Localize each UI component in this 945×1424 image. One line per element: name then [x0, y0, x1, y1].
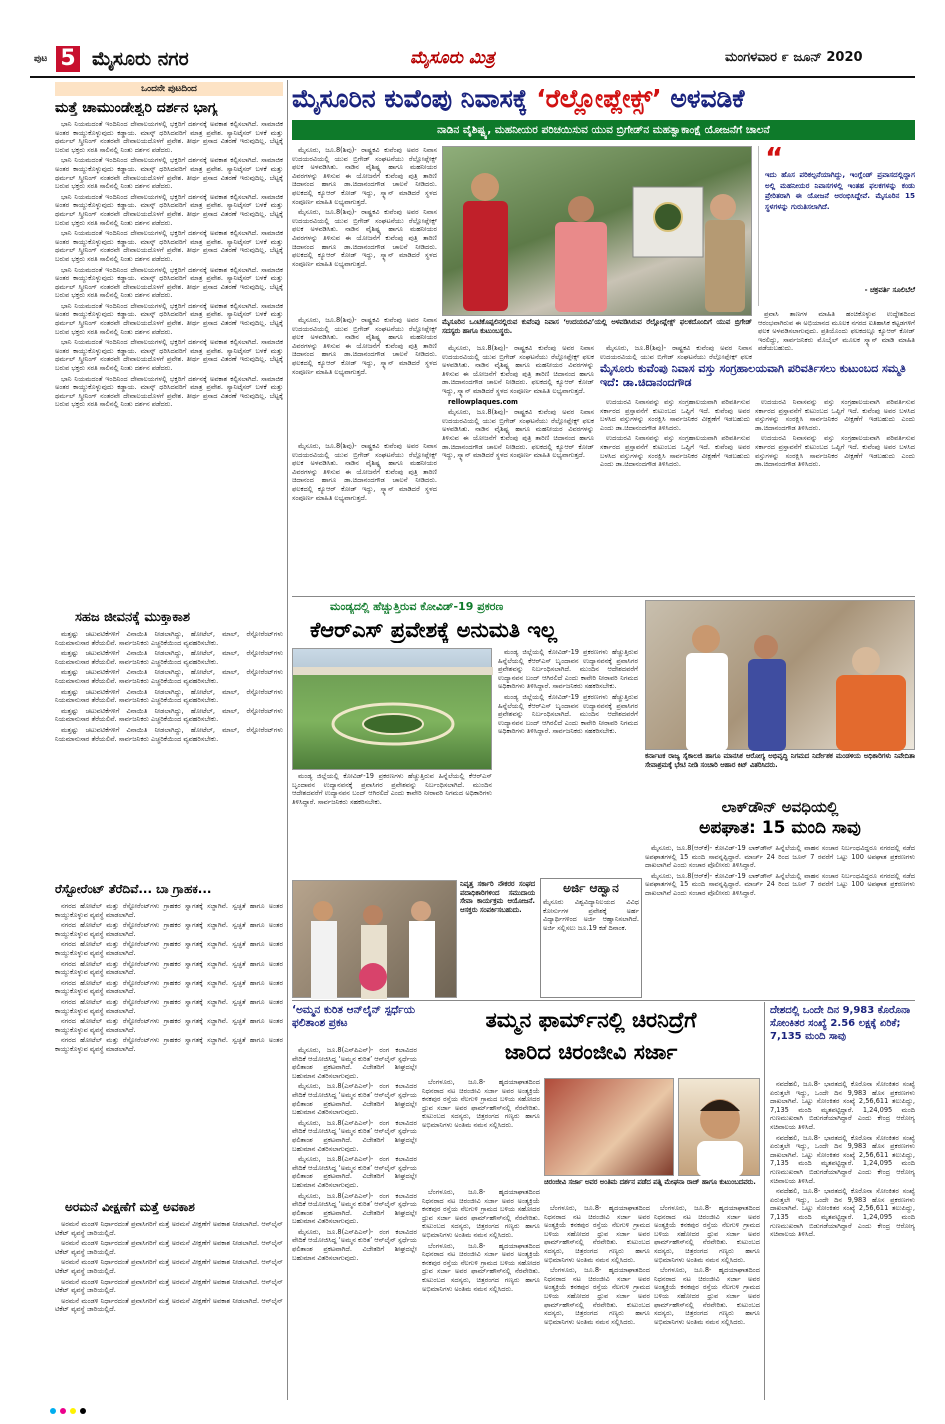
lead-body-col1b: [292, 316, 437, 440]
s1-para-3: ಭಾನಿ ನಿಯಮದಂತೆ ಇಂದಿನಿಂದ ದೇವಾಲಯಗಳಲ್ಲಿ ಭಕ್ತರಿಗೆ ದರ್ಶನಕ್ಕೆ ಅವಕಾಶ ಕಲ್ಪಿಸಲಾಗಿದೆ. ಸಾಮಾಜಿಕ ಅಂತರ ಕಾಯ್ದುಕೊಳ್ಳುವುದು ಕಡ್ಡಾಯ. ಮಾಸ್ಕ್ ಧರಿಸಿದವರಿಗೆ ಮಾತ್ರ ಪ್ರವೇಶ. ಸ್ಯಾನಿಟೈಸರ್ ಬಳಕೆ ಮತ್ತು ಥರ್ಮಲ್ ಸ್ಕ್ರೀನಿಂಗ್ ನಂತರವೇ ದೇವಾಲಯದೊಳಗೆ ಪ್ರವೇಶ. ತೀರ್ಥ ಪ್ರಸಾದ ವಿತರಣೆ ಇರುವುದಿಲ್ಲ. ಬೆಟ್ಟಕ್ಕೆ ಬರುವ ಭಕ್ತರು ಸರತಿ ಸಾಲಿನಲ್ಲಿ ನಿಂತು ದರ್ಶನ ಪಡೆದರು.: [55, 192, 283, 227]
lead-para-e: ಮೈಸೂರು, ಜೂ.8(ಶಿವು)- ರಾಷ್ಟ್ರಕವಿ ಕುವೆಂಪು ಅವರ ನಿವಾಸ ಉದಯರವಿಯಲ್ಲಿ ಯುವ ಬ್ರಿಗೇಡ್ ಸಂಘಟನೆಯು ರೆಲ್ಲೋಪ್ಲೇಕ್ಸ್ ಫಲಕ: [600, 344, 752, 360]
lead-photo-caption: ಮೈಸೂರಿನ ಒಂಟಿಕೊಪ್ಪಲಿನಲ್ಲಿರುವ ಕುವೆಂಪು ನಿವಾಸ ‘ಉದಯರವಿ’ಯಲ್ಲಿ ಅಳವಡಿಸಿರುವ ರೆಲ್ಲೋಪ್ಲೇಕ್ಸ್ ಫಲಕದೊಂದಿಗೆ ಯುವ ಬ್ರಿಗೇಡ್ ಸದಸ್ಯರು ಹಾಗೂ ಕುಟುಂಬಸ್ಥರು.: [442, 318, 752, 335]
s1-para-2: ಭಾನಿ ನಿಯಮದಂತೆ ಇಂದಿನಿಂದ ದೇವಾಲಯಗಳಲ್ಲಿ ಭಕ್ತರಿಗೆ ದರ್ಶನಕ್ಕೆ ಅವಕಾಶ ಕಲ್ಪಿಸಲಾಗಿದೆ. ಸಾಮಾಜಿಕ ಅಂತರ ಕಾಯ್ದುಕೊಳ್ಳುವುದು ಕಡ್ಡಾಯ. ಮಾಸ್ಕ್ ಧರಿಸಿದವರಿಗೆ ಮಾತ್ರ ಪ್ರವೇಶ. ಸ್ಯಾನಿಟೈಸರ್ ಬಳಕೆ ಮತ್ತು ಥರ್ಮಲ್ ಸ್ಕ್ರೀನಿಂಗ್ ನಂತರವೇ ದೇವಾಲಯದೊಳಗೆ ಪ್ರವೇಶ. ತೀರ್ಥ ಪ್ರಸಾದ ವಿತರಣೆ ಇರುವುದಿಲ್ಲ. ಬೆಟ್ಟಕ್ಕೆ ಬರುವ ಭಕ್ತರು ಸರತಿ ಸಾಲಿನಲ್ಲಿ ನಿಂತು ದರ್ಶನ ಪಡೆದರು.: [55, 156, 283, 191]
kicker-text: ಒಂದನೇ ಪುಟದಿಂದ: [141, 84, 197, 94]
registration-marks-bottom: [30, 1408, 915, 1414]
url-line[interactable]: rellowplaques.com: [448, 397, 518, 406]
krs-para-2: ಮಂಡ್ಯ ಜಿಲ್ಲೆಯಲ್ಲಿ ಕೋವಿಡ್-19 ಪ್ರಕರಣಗಳು ಹೆಚ್ಚುತ್ತಿರುವ ಹಿನ್ನೆಲೆಯಲ್ಲಿ ಕೆಆರ್‌ಎಸ್ ಬೃಂದಾವನ ಉದ್ಯಾನವನಕ್ಕೆ ಪ್ರವಾಸಿಗರ ಪ್ರವೇಶವನ್ನು ನಿರ್ಬಂಧಿಸಲಾಗಿದೆ. ಮುಂದಿನ ಆದೇಶದವರೆಗೆ ಉದ್ಯಾನವನ ಬಂದ್ ಆಗಿರಲಿದೆ ಎಂದು ಕಾವೇರಿ ನೀರಾವರಿ ನಿಗಮದ ಅಧಿಕಾರಿಗಳು ತಿಳಿಸಿದ್ದಾರೆ. ಸಾರ್ವಜನಿಕರು ಸಹಕರಿಸಬೇಕು.: [498, 692, 638, 736]
s2-para-4: ಮತ್ತಷ್ಟು ಚಟುವಟಿಕೆಗಳಿಗೆ ವಿನಾಯಿತಿ ನೀಡಲಾಗಿದ್ದು, ಹೋಟೆಲ್, ಮಾಲ್, ರೆಸ್ಟೋರೆಂಟ್‌ಗಳು ನಿಯಮಾನುಸಾರ ತೆರೆಯಲಿವೆ. ಸಾರ್ವಜನಿಕರು ಎಚ್ಚರಿಕೆಯಿಂದ ವ್ಯವಹರಿಸಬೇಕು.: [55, 687, 283, 705]
s1-para-7: ಭಾನಿ ನಿಯಮದಂತೆ ಇಂದಿನಿಂದ ದೇವಾಲಯಗಳಲ್ಲಿ ಭಕ್ತರಿಗೆ ದರ್ಶನಕ್ಕೆ ಅವಕಾಶ ಕಲ್ಪಿಸಲಾಗಿದೆ. ಸಾಮಾಜಿಕ ಅಂತರ ಕಾಯ್ದುಕೊಳ್ಳುವುದು ಕಡ್ಡಾಯ. ಮಾಸ್ಕ್ ಧರಿಸಿದವರಿಗೆ ಮಾತ್ರ ಪ್ರವೇಶ. ಸ್ಯಾನಿಟೈಸರ್ ಬಳಕೆ ಮತ್ತು ಥರ್ಮಲ್ ಸ್ಕ್ರೀನಿಂಗ್ ನಂತರವೇ ದೇವಾಲಯದೊಳಗೆ ಪ್ರವೇಶ. ತೀರ್ಥ ಪ್ರಸಾದ ವಿತರಣೆ ಇರುವುದಿಲ್ಲ. ಬೆಟ್ಟಕ್ಕೆ ಬರುವ ಭಕ್ತರು ಸರತಿ ಸಾಲಿನಲ್ಲಿ ನಿಂತು ದರ್ಶನ ಪಡೆದರು.: [55, 338, 283, 373]
award-para-4: ಮೈಸೂರು, ಜೂ.8(ಎಸ್‌ಪಿಎನ್)- ರಂಗ ಕಲಾವಿದರ ವೇದಿಕೆ ಆಯೋಜಿಸಿದ್ದ ‘ಅಮ್ಮನ ಕುರಿತ’ ಆನ್‌ಲೈನ್ ಸ್ಪರ್ಧೆಯ ಫಲಿತಾಂಶ ಪ್ರಕಟವಾಗಿದೆ. ವಿಜೇತರಿಗೆ ಶೀಘ್ರದಲ್ಲೇ ಬಹುಮಾನ ವಿತರಿಸಲಾಗುವುದು.: [292, 1155, 417, 1189]
s2-para-2: ಮತ್ತಷ್ಟು ಚಟುವಟಿಕೆಗಳಿಗೆ ವಿನಾಯಿತಿ ನೀಡಲಾಗಿದ್ದು, ಹೋಟೆಲ್, ಮಾಲ್, ರೆಸ್ಟೋರೆಂಟ್‌ಗಳು ನಿಯಮಾನುಸಾರ ತೆರೆಯಲಿವೆ. ಸಾರ್ವಜನಿಕರು ಎಚ್ಚರಿಕೆಯಿಂದ ವ್ಯವಹರಿಸಬೇಕು.: [55, 649, 283, 666]
lockdown-body: [645, 844, 915, 954]
s4-para-4: ಅರಮನೆ ಮಂಡಳಿ ನಿರ್ಧಾರದಂತೆ ಪ್ರವಾಸಿಗರಿಗೆ ಮತ್ತೆ ಅರಮನೆ ವೀಕ್ಷಣೆಗೆ ಅವಕಾಶ ನೀಡಲಾಗಿದೆ. ಆನ್‌ಲೈನ್ ಟಿಕೆಟ್ ವ್ಯವಸ್ಥೆ ಜಾರಿಯಲ್ಲಿದೆ.: [55, 1277, 283, 1295]
covid-body: [770, 1080, 915, 1400]
s1-para: ಭಾನಿ ನಿಯಮದಂತೆ ಇಂದಿನಿಂದ ದೇವಾಲಯಗಳಲ್ಲಿ ಭಕ್ತರಿಗೆ ದರ್ಶನಕ್ಕೆ ಅವಕಾಶ ಕಲ್ಪಿಸಲಾಗಿದೆ. ಸಾಮಾಜಿಕ ಅಂತರ ಕಾಯ್ದುಕೊಳ್ಳುವುದು ಕಡ್ಡಾಯ. ಮಾಸ್ಕ್ ಧರಿಸಿದವರಿಗೆ ಮಾತ್ರ ಪ್ರವೇಶ. ಸ್ಯಾನಿಟೈಸರ್ ಬಳಕೆ ಮತ್ತು ಥರ್ಮಲ್ ಸ್ಕ್ರೀನಿಂಗ್ ನಂತರವೇ ದೇವಾಲಯದೊಳಗೆ ಪ್ರವೇಶ. ತೀರ್ಥ ಪ್ರಸಾದ ವಿತರಣೆ ಇರುವುದಿಲ್ಲ. ಬೆಟ್ಟಕ್ಕೆ ಬರುವ ಭಕ್ತರು ಸರತಿ ಸಾಲಿನಲ್ಲಿ ನಿಂತು ದರ್ಶನ ಪಡೆದರು.: [55, 120, 283, 154]
sub2-para-3: ಉದಯರವಿ ನಿವಾಸವನ್ನು ವಸ್ತು ಸಂಗ್ರಹಾಲಯವಾಗಿ ಪರಿವರ್ತಿಸುವ ಸರ್ಕಾರದ ಪ್ರಸ್ತಾವನೆಗೆ ಕುಟುಂಬದ ಒಪ್ಪಿಗೆ ಇದೆ. ಕುವೆಂಪು ಅವರ ಬಳಸಿದ ವಸ್ತುಗಳನ್ನು ಸಂರಕ್ಷಿಸಿ ಸಾರ್ವಜನಿಕರ ವೀಕ್ಷಣೆಗೆ ಇಡಬಹುದು ಎಂದು ಡಾ.ಚಿದಾನಂದಗೌಡ ತಿಳಿಸಿದರು.: [755, 398, 915, 432]
quote-body: ಇದು ಹೊಸ ಪರಿಕಲ್ಪನೆಯಾಗಿದ್ದು, ಇಂಗ್ಲೆಂಡ್ ಪ್ರವಾಸದಲ್ಲಿದ್ದಾಗ ಅಲ್ಲಿ ಮಹನೀಯರ ನಿವಾಸಗಳಲ್ಲಿ ಇಂತಹ ಫಲಕಗಳನ್ನು ಕಂಡು ಪ್ರೇರಿತರಾಗಿ ಈ ಯೋಜನೆ ಆರಂಭಿಸಿದ್ದೇವೆ. ಮೈಸೂರಿನ 15 ಸ್ಥಳಗಳನ್ನು ಗುರುತಿಸಲಾಗಿದೆ.: [765, 170, 915, 211]
s1-body: [55, 120, 283, 605]
reg-dot-yellow: [70, 1408, 76, 1414]
lockdown-para-2: ಮೈಸೂರು, ಜೂ.8(ಆರ್‌ಕೆ)- ಕೋವಿಡ್-19 ಲಾಕ್‌ಡೌನ್ ಹಿನ್ನೆಲೆಯಲ್ಲಿ ವಾಹನ ಸಂಚಾರ ನಿರ್ಬಂಧವಿದ್ದರೂ ನಗರದಲ್ಲಿ ನಡೆದ ಅಪಘಾತಗಳಲ್ಲಿ 15 ಮಂದಿ ಸಾವನ್ನಪ್ಪಿದ್ದಾರೆ. ಮಾರ್ಚ್ 24 ರಿಂದ ಜೂನ್ 7 ರವರೆಗೆ ಒಟ್ಟು 100 ಅಪಘಾತ ಪ್ರಕರಣಗಳು ದಾಖಲಾಗಿವೆ ಎಂದು ಸಂಚಾರ ಪೊಲೀಸರು ತಿಳಿಸಿದ್ದಾರೆ.: [645, 871, 915, 897]
krs-para: ಮಂಡ್ಯ ಜಿಲ್ಲೆಯಲ್ಲಿ ಕೋವಿಡ್-19 ಪ್ರಕರಣಗಳು ಹೆಚ್ಚುತ್ತಿರುವ ಹಿನ್ನೆಲೆಯಲ್ಲಿ ಕೆಆರ್‌ಎಸ್ ಬೃಂದಾವನ ಉದ್ಯಾನವನಕ್ಕೆ ಪ್ರವಾಸಿಗರ ಪ್ರವೇಶವನ್ನು ನಿರ್ಬಂಧಿಸಲಾಗಿದೆ. ಮುಂದಿನ ಆದೇಶದವರೆಗೆ ಉದ್ಯಾನವನ ಬಂದ್ ಆಗಿರಲಿದೆ ಎಂದು ಕಾವೇರಿ ನೀರಾವರಿ ನಿಗಮದ ಅಧಿಕಾರಿಗಳು ತಿಳಿಸಿದ್ದಾರೆ. ಸಾರ್ವಜನಿಕರು ಸಹಕರಿಸಬೇಕು.: [498, 648, 638, 691]
krs-para-3: ಮಂಡ್ಯ ಜಿಲ್ಲೆಯಲ್ಲಿ ಕೋವಿಡ್-19 ಪ್ರಕರಣಗಳು ಹೆಚ್ಚುತ್ತಿರುವ ಹಿನ್ನೆಲೆಯಲ್ಲಿ ಕೆಆರ್‌ಎಸ್ ಬೃಂದಾವನ ಉದ್ಯಾನವನಕ್ಕೆ ಪ್ರವಾಸಿಗರ ಪ್ರವೇಶವನ್ನು ನಿರ್ಬಂಧಿಸಲಾಗಿದೆ. ಮುಂದಿನ ಆದೇಶದವರೆಗೆ ಉದ್ಯಾನವನ ಬಂದ್ ಆಗಿರಲಿದೆ ಎಂದು ಕಾವೇರಿ ನೀರಾವರಿ ನಿಗಮದ ಅಧಿಕಾರಿಗಳು ತಿಳಿಸಿದ್ದಾರೆ. ಸಾರ್ವಜನಿಕರು ಸಹಕರಿಸಬೇಕು.: [292, 772, 492, 806]
issue-date: ಮಂಗಳವಾರ ೯ ಜೂನ್ 2020: [725, 50, 863, 65]
s4-para-5: ಅರಮನೆ ಮಂಡಳಿ ನಿರ್ಧಾರದಂತೆ ಪ್ರವಾಸಿಗರಿಗೆ ಮತ್ತೆ ಅರಮನೆ ವೀಕ್ಷಣೆಗೆ ಅವಕಾಶ ನೀಡಲಾಗಿದೆ. ಆನ್‌ಲೈನ್ ಟಿಕೆಟ್ ವ್ಯವಸ್ಥೆ ಜಾರಿಯಲ್ಲಿದೆ.: [55, 1296, 283, 1314]
column-divider: [287, 80, 288, 1400]
s3-para-5: ನಗರದ ಹೋಟೆಲ್ ಮತ್ತು ರೆಸ್ಟೋರೆಂಟ್‌ಗಳು ಗ್ರಾಹಕರ ಸ್ವಾಗತಕ್ಕೆ ಸಜ್ಜಾಗಿವೆ. ಸ್ವಚ್ಛತೆ ಹಾಗೂ ಅಂತರ ಕಾಯ್ದುಕೊಳ್ಳುವ ವ್ಯವಸ್ಥೆ ಮಾಡಲಾಗಿದೆ.: [55, 978, 283, 996]
sub2-body-b: [755, 398, 915, 578]
group-illustration: [293, 881, 458, 999]
arji-box: [540, 878, 642, 998]
s3-para-3: ನಗರದ ಹೋಟೆಲ್ ಮತ್ತು ರೆಸ್ಟೋರೆಂಟ್‌ಗಳು ಗ್ರಾಹಕರ ಸ್ವಾಗತಕ್ಕೆ ಸಜ್ಜಾಗಿವೆ. ಸ್ವಚ್ಛತೆ ಹಾಗೂ ಅಂತರ ಕಾಯ್ದುಕೊಳ್ಳುವ ವ್ಯವಸ್ಥೆ ಮಾಡಲಾಗಿದೆ.: [55, 940, 283, 957]
ashram-photo: [645, 600, 915, 750]
lead-bottom-rule: [292, 596, 915, 597]
s1-para-6: ಭಾನಿ ನಿಯಮದಂತೆ ಇಂದಿನಿಂದ ದೇವಾಲಯಗಳಲ್ಲಿ ಭಕ್ತರಿಗೆ ದರ್ಶನಕ್ಕೆ ಅವಕಾಶ ಕಲ್ಪಿಸಲಾಗಿದೆ. ಸಾಮಾಜಿಕ ಅಂತರ ಕಾಯ್ದುಕೊಳ್ಳುವುದು ಕಡ್ಡಾಯ. ಮಾಸ್ಕ್ ಧರಿಸಿದವರಿಗೆ ಮಾತ್ರ ಪ್ರವೇಶ. ಸ್ಯಾನಿಟೈಸರ್ ಬಳಕೆ ಮತ್ತು ಥರ್ಮಲ್ ಸ್ಕ್ರೀನಿಂಗ್ ನಂತರವೇ ದೇವಾಲಯದೊಳಗೆ ಪ್ರವೇಶ. ತೀರ್ಥ ಪ್ರಸಾದ ವಿತರಣೆ ಇರುವುದಿಲ್ಲ. ಬೆಟ್ಟಕ್ಕೆ ಬರುವ ಭಕ್ತರು ಸರತಿ ಸಾಲಿನಲ್ಲಿ ನಿಂತು ದರ್ಶನ ಪಡೆದರು.: [55, 301, 283, 336]
covid-title: ದೇಶದಲ್ಲಿ ಒಂದೇ ದಿನ 9,983 ಕೊರೊನಾ ಸೋಂಕಿತರ ಸಂಖ್ಯೆ 2.56 ಲಕ್ಷಕ್ಕೆ ಏರಿಕೆ; 7,135 ಮಂದಿ ಸಾವು: [770, 1005, 911, 1042]
lead-body-col1c: [292, 442, 437, 592]
people-illustration: [443, 147, 753, 317]
award-para-6: ಮೈಸೂರು, ಜೂ.8(ಎಸ್‌ಪಿಎನ್)- ರಂಗ ಕಲಾವಿದರ ವೇದಿಕೆ ಆಯೋಜಿಸಿದ್ದ ‘ಅಮ್ಮನ ಕುರಿತ’ ಆನ್‌ಲೈನ್ ಸ್ಪರ್ಧೆಯ ಫಲಿತಾಂಶ ಪ್ರಕಟವಾಗಿದೆ. ವಿಜೇತರಿಗೆ ಶೀಘ್ರದಲ್ಲೇ ಬಹುಮಾನ ವಿತರಿಸಲಾಗುವುದು.: [292, 1227, 417, 1262]
s3-body: [55, 902, 283, 1194]
lockdown-para: ಮೈಸೂರು, ಜೂ.8(ಆರ್‌ಕೆ)- ಕೋವಿಡ್-19 ಲಾಕ್‌ಡೌನ್ ಹಿನ್ನೆಲೆಯಲ್ಲಿ ವಾಹನ ಸಂಚಾರ ನಿರ್ಬಂಧವಿದ್ದರೂ ನಗರದಲ್ಲಿ ನಡೆದ ಅಪಘಾತಗಳಲ್ಲಿ 15 ಮಂದಿ ಸಾವನ್ನಪ್ಪಿದ್ದಾರೆ. ಮಾರ್ಚ್ 24 ರಿಂದ ಜೂನ್ 7 ರವರೆಗೆ ಒಟ್ಟು 100 ಅಪಘಾತ ಪ್ರಕರಣಗಳು ದಾಖಲಾಗಿವೆ ಎಂದು ಸಂಚಾರ ಪೊಲೀಸರು ತಿಳಿಸಿದ್ದಾರೆ.: [645, 844, 915, 870]
s3-title: ರೆಸ್ಟೋರೆಂಟ್ ತೆರೆದಿವೆ... ಬಾ ಗ್ರಾಹಕ...: [55, 882, 212, 896]
krs-body-b: [292, 772, 492, 876]
reg-dot-magenta: [60, 1408, 66, 1414]
s3-para: ನಗರದ ಹೋಟೆಲ್ ಮತ್ತು ರೆಸ್ಟೋರೆಂಟ್‌ಗಳು ಗ್ರಾಹಕರ ಸ್ವಾಗತಕ್ಕೆ ಸಜ್ಜಾಗಿವೆ. ಸ್ವಚ್ಛತೆ ಹಾಗೂ ಅಂತರ ಕಾಯ್ದುಕೊಳ್ಳುವ ವ್ಯವಸ್ಥೆ ಮಾಡಲಾಗಿದೆ.: [55, 902, 283, 919]
chiru-family-photo: [544, 1078, 674, 1176]
award-para-5: ಮೈಸೂರು, ಜೂ.8(ಎಸ್‌ಪಿಎನ್)- ರಂಗ ಕಲಾವಿದರ ವೇದಿಕೆ ಆಯೋಜಿಸಿದ್ದ ‘ಅಮ್ಮನ ಕುರಿತ’ ಆನ್‌ಲೈನ್ ಸ್ಪರ್ಧೆಯ ಫಲಿತಾಂಶ ಪ್ರಕಟವಾಗಿದೆ. ವಿಜೇತರಿಗೆ ಶೀಘ್ರದಲ್ಲೇ ಬಹುಮಾನ ವಿತರಿಸಲಾಗುವುದು.: [292, 1191, 417, 1226]
s4-title: ಅರಮನೆ ವೀಕ್ಷಣೆಗೆ ಮತ್ತೆ ಅವಕಾಶ: [65, 1200, 195, 1214]
portrait-illustration: [679, 1079, 761, 1177]
notice-box: [460, 880, 535, 998]
chiru-portrait: [678, 1078, 760, 1176]
arji-body: ಮೈಸೂರು ವಿಶ್ವವಿದ್ಯಾನಿಲಯದ ವಿವಿಧ ಕೋರ್ಸುಗಳ ಪ್ರವೇಶಕ್ಕೆ ಅರ್ಹ ವಿದ್ಯಾರ್ಥಿಗಳಿಂದ ಅರ್ಜಿ ಆಹ್ವಾನಿಸಲಾಗಿದೆ. ಅರ್ಜಿ ಸಲ್ಲಿಸಲು ಜೂ.19 ಕಡೆ ದಿನಾಂಕ.: [543, 898, 639, 932]
chiru-para: ಬೆಂಗಳೂರು, ಜೂ.8- ಹೃದಯಾಘಾತದಿಂದ ನಿಧನರಾದ ನಟ ಚಿರಂಜೀವಿ ಸರ್ಜಾ ಅವರ ಅಂತ್ಯಕ್ರಿಯೆ ಕನಕಪುರ ರಸ್ತೆಯ ನೆಲಗುಳಿ ಗ್ರಾಮದ ಬಳಿಯ ಸಹೋದರ ಧ್ರುವ ಸರ್ಜಾ ಅವರ ಫಾರ್ಮ್‌ಹೌಸ್‌ನಲ್ಲಿ ನೆರವೇರಿತು. ಕುಟುಂಬದ ಸದಸ್ಯರು, ಚಿತ್ರರಂಗದ ಗಣ್ಯರು ಹಾಗೂ ಅಭಿಮಾನಿಗಳು ಅಂತಿಮ ನಮನ ಸಲ್ಲಿಸಿದರು.: [422, 1078, 540, 1129]
krs-kicker: ಮಂಡ್ಯದಲ್ಲಿ ಹೆಚ್ಚುತ್ತಿರುವ ಕೋವಿಡ್-19 ಪ್ರಕರಣ: [330, 600, 504, 613]
sub2-para-4: ಉದಯರವಿ ನಿವಾಸವನ್ನು ವಸ್ತು ಸಂಗ್ರಹಾಲಯವಾಗಿ ಪರಿವರ್ತಿಸುವ ಸರ್ಕಾರದ ಪ್ರಸ್ತಾವನೆಗೆ ಕುಟುಂಬದ ಒಪ್ಪಿಗೆ ಇದೆ. ಕುವೆಂಪು ಅವರ ಬಳಸಿದ ವಸ್ತುಗಳನ್ನು ಸಂರಕ್ಷಿಸಿ ಸಾರ್ವಜನಿಕರ ವೀಕ್ಷಣೆಗೆ ಇಡಬಹುದು ಎಂದು ಡಾ.ಚಿದಾನಂದಗೌಡ ತಿಳಿಸಿದರು.: [755, 434, 915, 469]
s3-para-2: ನಗರದ ಹೋಟೆಲ್ ಮತ್ತು ರೆಸ್ಟೋರೆಂಟ್‌ಗಳು ಗ್ರಾಹಕರ ಸ್ವಾಗತಕ್ಕೆ ಸಜ್ಜಾಗಿವೆ. ಸ್ವಚ್ಛತೆ ಹಾಗೂ ಅಂತರ ಕಾಯ್ದುಕೊಳ್ಳುವ ವ್ಯವಸ್ಥೆ ಮಾಡಲಾಗಿದೆ.: [55, 921, 283, 938]
s4-para: ಅರಮನೆ ಮಂಡಳಿ ನಿರ್ಧಾರದಂತೆ ಪ್ರವಾಸಿಗರಿಗೆ ಮತ್ತೆ ಅರಮನೆ ವೀಕ್ಷಣೆಗೆ ಅವಕಾಶ ನೀಡಲಾಗಿದೆ. ಆನ್‌ಲೈನ್ ಟಿಕೆಟ್ ವ್ಯವಸ್ಥೆ ಜಾರಿಯಲ್ಲಿದೆ.: [55, 1220, 283, 1237]
award-body: [292, 1046, 417, 1400]
sub2-para-2: ಉದಯರವಿ ನಿವಾಸವನ್ನು ವಸ್ತು ಸಂಗ್ರಹಾಲಯವಾಗಿ ಪರಿವರ್ತಿಸುವ ಸರ್ಕಾರದ ಪ್ರಸ್ತಾವನೆಗೆ ಕುಟುಂಬದ ಒಪ್ಪಿಗೆ ಇದೆ. ಕುವೆಂಪು ಅವರ ಬಳಸಿದ ವಸ್ತುಗಳನ್ನು ಸಂರಕ್ಷಿಸಿ ಸಾರ್ವಜನಿಕರ ವೀಕ್ಷಣೆಗೆ ಇಡಬಹುದು ಎಂದು ಡಾ.ಚಿದಾನಂದಗೌಡ ತಿಳಿಸಿದರು.: [600, 434, 750, 469]
lockdown-title: ಲಾಕ್‌ಡೌನ್ ಅವಧಿಯಲ್ಲಿ: [721, 798, 839, 816]
s2-title: ಸಹಜ ಜೀವನಕ್ಕೆ ಮುಕ್ತಾಕಾಶ: [75, 610, 190, 625]
s1-para-5: ಭಾನಿ ನಿಯಮದಂತೆ ಇಂದಿನಿಂದ ದೇವಾಲಯಗಳಲ್ಲಿ ಭಕ್ತರಿಗೆ ದರ್ಶನಕ್ಕೆ ಅವಕಾಶ ಕಲ್ಪಿಸಲಾಗಿದೆ. ಸಾಮಾಜಿಕ ಅಂತರ ಕಾಯ್ದುಕೊಳ್ಳುವುದು ಕಡ್ಡಾಯ. ಮಾಸ್ಕ್ ಧರಿಸಿದವರಿಗೆ ಮಾತ್ರ ಪ್ರವೇಶ. ಸ್ಯಾನಿಟೈಸರ್ ಬಳಕೆ ಮತ್ತು ಥರ್ಮಲ್ ಸ್ಕ್ರೀನಿಂಗ್ ನಂತರವೇ ದೇವಾಲಯದೊಳಗೆ ಪ್ರವೇಶ. ತೀರ್ಥ ಪ್ರಸಾದ ವಿತರಣೆ ಇರುವುದಿಲ್ಲ. ಬೆಟ್ಟಕ್ಕೆ ಬರುವ ಭಕ್ತರು ಸರತಿ ಸಾಲಿನಲ್ಲಿ ನಿಂತು ದರ್ಶನ ಪಡೆದರು.: [55, 265, 283, 300]
subhead-text: ನಾಡಿನ ವೈಶಿಷ್ಟ್ಯ, ಮಹನೀಯರ ಪರಿಚಯಿಸುವ ಯುವ ಬ್ರಿಗೇಡ್‌ನ ಮಹತ್ವಾಕಾಂಕ್ಷೆ ಯೋಜನೆಗೆ ಚಾಲನೆ: [437, 124, 770, 136]
garden-illustration: [293, 649, 493, 771]
masthead: ಮೈಸೂರು ಮಿತ್ರ: [410, 48, 495, 68]
lead-body-col3: [600, 344, 752, 360]
lead-para: ಮೈಸೂರು, ಜೂ.8(ಶಿವು)- ರಾಷ್ಟ್ರಕವಿ ಕುವೆಂಪು ಅವರ ನಿವಾಸ ಉದಯರವಿಯಲ್ಲಿ ಯುವ ಬ್ರಿಗೇಡ್ ಸಂಘಟನೆಯು ರೆಲ್ಲೋಪ್ಲೇಕ್ಸ್ ಫಲಕ ಅಳವಡಿಸಿತು. ನಾಡಿನ ವೈಶಿಷ್ಟ್ಯ ಹಾಗೂ ಮಹನೀಯರ ವಿವರಗಳನ್ನು ತಿಳಿಸುವ ಈ ಯೋಜನೆಗೆ ಕುವೆಂಪು ಪುತ್ರಿ ತಾರಿಣಿ ಚಿದಾನಂದ ಹಾಗೂ ಡಾ.ಚಿದಾನಂದಗೌಡ ಚಾಲನೆ ನೀಡಿದರು. ಫಲಕದಲ್ಲಿ ಕ್ಯೂಆರ್ ಕೋಡ್ ಇದ್ದು, ಸ್ಕ್ಯಾನ್ ಮಾಡಿದರೆ ಸ್ಥಳದ ಸಂಪೂರ್ಣ ಮಾಹಿತಿ ಲಭ್ಯವಾಗುತ್ತದೆ.: [292, 146, 437, 206]
chiru-body-b: [422, 1188, 540, 1400]
s4-para-2: ಅರಮನೆ ಮಂಡಳಿ ನಿರ್ಧಾರದಂತೆ ಪ್ರವಾಸಿಗರಿಗೆ ಮತ್ತೆ ಅರಮನೆ ವೀಕ್ಷಣೆಗೆ ಅವಕಾಶ ನೀಡಲಾಗಿದೆ. ಆನ್‌ಲೈನ್ ಟಿಕೆಟ್ ವ್ಯವಸ್ಥೆ ಜಾರಿಯಲ್ಲಿದೆ.: [55, 1239, 283, 1256]
covid-para-3: ನವದೆಹಲಿ, ಜೂ.8- ಭಾರತದಲ್ಲಿ ಕೊರೊನಾ ಸೋಂಕಿತರ ಸಂಖ್ಯೆ ಏರುತ್ತಲೇ ಇದ್ದು, ಒಂದೇ ದಿನ 9,983 ಹೊಸ ಪ್ರಕರಣಗಳು ದಾಖಲಾಗಿವೆ. ಒಟ್ಟು ಸೋಂಕಿತರ ಸಂಖ್ಯೆ 2,56,611 ತಲುಪಿದ್ದು, 7,135 ಮಂದಿ ಮೃತಪಟ್ಟಿದ್ದಾರೆ. 1,24,095 ಮಂದಿ ಗುಣಮುಖರಾಗಿ ಬಿಡುಗಡೆಯಾಗಿದ್ದಾರೆ ಎಂದು ಕೇಂದ್ರ ಆರೋಗ್ಯ ಸಚಿವಾಲಯ ತಿಳಿಸಿದೆ.: [770, 1187, 915, 1239]
lead-photo: [442, 146, 752, 316]
sub2-para: ಉದಯರವಿ ನಿವಾಸವನ್ನು ವಸ್ತು ಸಂಗ್ರಹಾಲಯವಾಗಿ ಪರಿವರ್ತಿಸುವ ಸರ್ಕಾರದ ಪ್ರಸ್ತಾವನೆಗೆ ಕುಟುಂಬದ ಒಪ್ಪಿಗೆ ಇದೆ. ಕುವೆಂಪು ಅವರ ಬಳಸಿದ ವಸ್ತುಗಳನ್ನು ಸಂರಕ್ಷಿಸಿ ಸಾರ್ವಜನಿಕರ ವೀಕ್ಷಣೆಗೆ ಇಡಬಹುದು ಎಂದು ಡಾ.ಚಿದಾನಂದಗೌಡ ತಿಳಿಸಿದರು.: [600, 398, 750, 432]
s3-para-7: ನಗರದ ಹೋಟೆಲ್ ಮತ್ತು ರೆಸ್ಟೋರೆಂಟ್‌ಗಳು ಗ್ರಾಹಕರ ಸ್ವಾಗತಕ್ಕೆ ಸಜ್ಜಾಗಿವೆ. ಸ್ವಚ್ಛತೆ ಹಾಗೂ ಅಂತರ ಕಾಯ್ದುಕೊಳ್ಳುವ ವ್ಯವಸ್ಥೆ ಮಾಡಲಾಗಿದೆ.: [55, 1017, 283, 1034]
krs-photo: [292, 648, 492, 770]
award-para-3: ಮೈಸೂರು, ಜೂ.8(ಎಸ್‌ಪಿಎನ್)- ರಂಗ ಕಲಾವಿದರ ವೇದಿಕೆ ಆಯೋಜಿಸಿದ್ದ ‘ಅಮ್ಮನ ಕುರಿತ’ ಆನ್‌ಲೈನ್ ಸ್ಪರ್ಧೆಯ ಫಲಿತಾಂಶ ಪ್ರಕಟವಾಗಿದೆ. ವಿಜೇತರಿಗೆ ಶೀಘ್ರದಲ್ಲೇ ಬಹುಮಾನ ವಿತರಿಸಲಾಗುವುದು.: [292, 1118, 417, 1153]
page-label: ಪುಟ: [34, 54, 48, 64]
covid-para-2: ನವದೆಹಲಿ, ಜೂ.8- ಭಾರತದಲ್ಲಿ ಕೊರೊನಾ ಸೋಂಕಿತರ ಸಂಖ್ಯೆ ಏರುತ್ತಲೇ ಇದ್ದು, ಒಂದೇ ದಿನ 9,983 ಹೊಸ ಪ್ರಕರಣಗಳು ದಾಖಲಾಗಿವೆ. ಒಟ್ಟು ಸೋಂಕಿತರ ಸಂಖ್ಯೆ 2,56,611 ತಲುಪಿದ್ದು, 7,135 ಮಂದಿ ಮೃತಪಟ್ಟಿದ್ದಾರೆ. 1,24,095 ಮಂದಿ ಗುಣಮುಖರಾಗಿ ಬಿಡುಗಡೆಯಾಗಿದ್ದಾರೆ ಎಂದು ಕೇಂದ್ರ ಆರೋಗ್ಯ ಸಚಿವಾಲಯ ತಿಳಿಸಿದೆ.: [770, 1133, 915, 1185]
kicker-banner: [55, 82, 283, 96]
lead-para-d: ಮೈಸೂರು, ಜೂ.8(ಶಿವು)- ರಾಷ್ಟ್ರಕವಿ ಕುವೆಂಪು ಅವರ ನಿವಾಸ ಉದಯರವಿಯಲ್ಲಿ ಯುವ ಬ್ರಿಗೇಡ್ ಸಂಘಟನೆಯು ರೆಲ್ಲೋಪ್ಲೇಕ್ಸ್ ಫಲಕ ಅಳವಡಿಸಿತು. ನಾಡಿನ ವೈಶಿಷ್ಟ್ಯ ಹಾಗೂ ಮಹನೀಯರ ವಿವರಗಳನ್ನು ತಿಳಿಸುವ ಈ ಯೋಜನೆಗೆ ಕುವೆಂಪು ಪುತ್ರಿ ತಾರಿಣಿ ಚಿದಾನಂದ ಹಾಗೂ ಡಾ.ಚಿದಾನಂದಗೌಡ ಚಾಲನೆ ನೀಡಿದರು. ಫಲಕದಲ್ಲಿ ಕ್ಯೂಆರ್ ಕೋಡ್ ಇದ್ದು, ಸ್ಕ್ಯಾನ್ ಮಾಡಿದರೆ ಸ್ಥಳದ ಸಂಪೂರ್ಣ ಮಾಹಿತಿ ಲಭ್ಯವಾಗುತ್ತದೆ.: [442, 408, 594, 460]
visitors-illustration: [646, 601, 916, 751]
sub2-title: ಮೈಸೂರು ಕುವೆಂಪು ನಿವಾಸ ವಸ್ತು ಸಂಗ್ರಹಾಲಯವಾಗಿ ಪರಿವರ್ತಿಸಲು ಕುಟುಂಬದ ಸಮ್ಮತಿ ಇದೆ: ಡಾ.ಚಿದಾನಂದಗೌಡ: [600, 362, 906, 389]
lead-body-col2: [442, 344, 594, 520]
s2-para-5: ಮತ್ತಷ್ಟು ಚಟುವಟಿಕೆಗಳಿಗೆ ವಿನಾಯಿತಿ ನೀಡಲಾಗಿದ್ದು, ಹೋಟೆಲ್, ಮಾಲ್, ರೆಸ್ಟೋರೆಂಟ್‌ಗಳು ನಿಯಮಾನುಸಾರ ತೆರೆಯಲಿವೆ. ಸಾರ್ವಜನಿಕರು ಎಚ್ಚರಿಕೆಯಿಂದ ವ್ಯವಹರಿಸಬೇಕು.: [55, 706, 283, 724]
chiru-para-3: ಬೆಂಗಳೂರು, ಜೂ.8- ಹೃದಯಾಘಾತದಿಂದ ನಿಧನರಾದ ನಟ ಚಿರಂಜೀವಿ ಸರ್ಜಾ ಅವರ ಅಂತ್ಯಕ್ರಿಯೆ ಕನಕಪುರ ರಸ್ತೆಯ ನೆಲಗುಳಿ ಗ್ರಾಮದ ಬಳಿಯ ಸಹೋದರ ಧ್ರುವ ಸರ್ಜಾ ಅವರ ಫಾರ್ಮ್‌ಹೌಸ್‌ನಲ್ಲಿ ನೆರವೇರಿತು. ಕುಟುಂಬದ ಸದಸ್ಯರು, ಚಿತ್ರರಂಗದ ಗಣ್ಯರು ಹಾಗೂ ಅಭಿಮಾನಿಗಳು ಅಂತಿಮ ನಮನ ಸಲ್ಲಿಸಿದರು.: [422, 1241, 540, 1293]
page-number: 5: [60, 46, 76, 71]
chiru-headline: [422, 1004, 760, 1074]
notice-text: ನಿವೃತ್ತ ಸರ್ಕಾರಿ ನೌಕರರ ಸಂಘದ ಪದಾಧಿಕಾರಿಗಳಿಂದ ಸಮುದಾಯ ಸೇವಾ ಕಾರ್ಯಕ್ರಮ ಆಯೋಜನೆ. ಆಸಕ್ತರು ಸಂಪರ್ಕಿಸಬಹುದು.: [460, 880, 535, 914]
felicitation-photo: [292, 880, 457, 998]
award-para-2: ಮೈಸೂರು, ಜೂ.8(ಎಸ್‌ಪಿಎನ್)- ರಂಗ ಕಲಾವಿದರ ವೇದಿಕೆ ಆಯೋಜಿಸಿದ್ದ ‘ಅಮ್ಮನ ಕುರಿತ’ ಆನ್‌ಲೈನ್ ಸ್ಪರ್ಧೆಯ ಫಲಿತಾಂಶ ಪ್ರಕಟವಾಗಿದೆ. ವಿಜೇತರಿಗೆ ಶೀಘ್ರದಲ್ಲೇ ಬಹುಮಾನ ವಿತರಿಸಲಾಗುವುದು.: [292, 1082, 417, 1117]
chiru-para-4: ಬೆಂಗಳೂರು, ಜೂ.8- ಹೃದಯಾಘಾತದಿಂದ ನಿಧನರಾದ ನಟ ಚಿರಂಜೀವಿ ಸರ್ಜಾ ಅವರ ಅಂತ್ಯಕ್ರಿಯೆ ಕನಕಪುರ ರಸ್ತೆಯ ನೆಲಗುಳಿ ಗ್ರಾಮದ ಬಳಿಯ ಸಹೋದರ ಧ್ರುವ ಸರ್ಜಾ ಅವರ ಫಾರ್ಮ್‌ಹೌಸ್‌ನಲ್ಲಿ ನೆರವೇರಿತು. ಕುಟುಂಬದ ಸದಸ್ಯರು, ಚಿತ್ರರಂಗದ ಗಣ್ಯರು ಹಾಗೂ ಅಭಿಮಾನಿಗಳು ಅಂತಿಮ ನಮನ ಸಲ್ಲಿಸಿದರು.: [544, 1204, 650, 1264]
bottom-section-rule: [292, 1000, 915, 1001]
page-number-box: [56, 46, 80, 72]
lead-body-col1: [292, 146, 437, 314]
covid-para: ನವದೆಹಲಿ, ಜೂ.8- ಭಾರತದಲ್ಲಿ ಕೊರೊನಾ ಸೋಂಕಿತರ ಸಂಖ್ಯೆ ಏರುತ್ತಲೇ ಇದ್ದು, ಒಂದೇ ದಿನ 9,983 ಹೊಸ ಪ್ರಕರಣಗಳು ದಾಖಲಾಗಿವೆ. ಒಟ್ಟು ಸೋಂಕಿತರ ಸಂಖ್ಯೆ 2,56,611 ತಲುಪಿದ್ದು, 7,135 ಮಂದಿ ಮೃತಪಟ್ಟಿದ್ದಾರೆ. 1,24,095 ಮಂದಿ ಗುಣಮುಖರಾಗಿ ಬಿಡುಗಡೆಯಾಗಿದ್ದಾರೆ ಎಂದು ಕೇಂದ್ರ ಆರೋಗ್ಯ ಸಚಿವಾಲಯ ತಿಳಿಸಿದೆ.: [770, 1080, 915, 1131]
covid-divider: [764, 1002, 765, 1400]
s3-para-8: ನಗರದ ಹೋಟೆಲ್ ಮತ್ತು ರೆಸ್ಟೋರೆಂಟ್‌ಗಳು ಗ್ರಾಹಕರ ಸ್ವಾಗತಕ್ಕೆ ಸಜ್ಜಾಗಿವೆ. ಸ್ವಚ್ಛತೆ ಹಾಗೂ ಅಂತರ ಕಾಯ್ದುಕೊಳ್ಳುವ ವ್ಯವಸ್ಥೆ ಮಾಡಲಾಗಿದೆ.: [55, 1036, 283, 1053]
lead-para-b: ಮೈಸೂರು, ಜೂ.8(ಶಿವು)- ರಾಷ್ಟ್ರಕವಿ ಕುವೆಂಪು ಅವರ ನಿವಾಸ ಉದಯರವಿಯಲ್ಲಿ ಯುವ ಬ್ರಿಗೇಡ್ ಸಂಘಟನೆಯು ರೆಲ್ಲೋಪ್ಲೇಕ್ಸ್ ಫಲಕ ಅಳವಡಿಸಿತು. ನಾಡಿನ ವೈಶಿಷ್ಟ್ಯ ಹಾಗೂ ಮಹನೀಯರ ವಿವರಗಳನ್ನು ತಿಳಿಸುವ ಈ ಯೋಜನೆಗೆ ಕುವೆಂಪು ಪುತ್ರಿ ತಾರಿಣಿ ಚಿದಾನಂದ ಹಾಗೂ ಡಾ.ಚಿದಾನಂದಗೌಡ ಚಾಲನೆ ನೀಡಿದರು. ಫಲಕದಲ್ಲಿ ಕ್ಯೂಆರ್ ಕೋಡ್ ಇದ್ದು, ಸ್ಕ್ಯಾನ್ ಮಾಡಿದರೆ ಸ್ಥಳದ ಸಂಪೂರ್ಣ ಮಾಹಿತಿ ಲಭ್ಯವಾಗುತ್ತದೆ.: [292, 316, 437, 376]
lead-right-column: [758, 310, 915, 396]
s4-body: [55, 1220, 283, 1398]
s2-para-6: ಮತ್ತಷ್ಟು ಚಟುವಟಿಕೆಗಳಿಗೆ ವಿನಾಯಿತಿ ನೀಡಲಾಗಿದ್ದು, ಹೋಟೆಲ್, ಮಾಲ್, ರೆಸ್ಟೋರೆಂಟ್‌ಗಳು ನಿಯಮಾನುಸಾರ ತೆರೆಯಲಿವೆ. ಸಾರ್ವಜನಿಕರು ಎಚ್ಚರಿಕೆಯಿಂದ ವ್ಯವಹರಿಸಬೇಕು.: [55, 725, 283, 743]
chiru-headline-2: ಜಾರಿದ ಚಿರಂಜೀವಿ ಸರ್ಜಾ: [504, 1040, 678, 1064]
s1-title: ಮತ್ತೆ ಚಾಮುಂಡೇಶ್ವರಿ ದರ್ಶನ ಭಾಗ್ಯ: [55, 100, 218, 116]
s2-para: ಮತ್ತಷ್ಟು ಚಟುವಟಿಕೆಗಳಿಗೆ ವಿನಾಯಿತಿ ನೀಡಲಾಗಿದ್ದು, ಹೋಟೆಲ್, ಮಾಲ್, ರೆಸ್ಟೋರೆಂಟ್‌ಗಳು ನಿಯಮಾನುಸಾರ ತೆರೆಯಲಿವೆ. ಸಾರ್ವಜನಿಕರು ಎಚ್ಚರಿಕೆಯಿಂದ ವ್ಯವಹರಿಸಬೇಕು.: [55, 630, 283, 647]
s4-para-3: ಅರಮನೆ ಮಂಡಳಿ ನಿರ್ಧಾರದಂತೆ ಪ್ರವಾಸಿಗರಿಗೆ ಮತ್ತೆ ಅರಮನೆ ವೀಕ್ಷಣೆಗೆ ಅವಕಾಶ ನೀಡಲಾಗಿದೆ. ಆನ್‌ಲೈನ್ ಟಿಕೆಟ್ ವ್ಯವಸ್ಥೆ ಜಾರಿಯಲ್ಲಿದೆ.: [55, 1258, 283, 1275]
chiru-body-c: [544, 1204, 650, 1400]
s3-para-4: ನಗರದ ಹೋಟೆಲ್ ಮತ್ತು ರೆಸ್ಟೋರೆಂಟ್‌ಗಳು ಗ್ರಾಹಕರ ಸ್ವಾಗತಕ್ಕೆ ಸಜ್ಜಾಗಿವೆ. ಸ್ವಚ್ಛತೆ ಹಾಗೂ ಅಂತರ ಕಾಯ್ದುಕೊಳ್ಳುವ ವ್ಯವಸ್ಥೆ ಮಾಡಲಾಗಿದೆ.: [55, 959, 283, 977]
chiru-para-7: ಬೆಂಗಳೂರು, ಜೂ.8- ಹೃದಯಾಘಾತದಿಂದ ನಿಧನರಾದ ನಟ ಚಿರಂಜೀವಿ ಸರ್ಜಾ ಅವರ ಅಂತ್ಯಕ್ರಿಯೆ ಕನಕಪುರ ರಸ್ತೆಯ ನೆಲಗುಳಿ ಗ್ರಾಮದ ಬಳಿಯ ಸಹೋದರ ಧ್ರುವ ಸರ್ಜಾ ಅವರ ಫಾರ್ಮ್‌ಹೌಸ್‌ನಲ್ಲಿ ನೆರವೇರಿತು. ಕುಟುಂಬದ ಸದಸ್ಯರು, ಚಿತ್ರರಂಗದ ಗಣ್ಯರು ಹಾಗೂ ಅಭಿಮಾನಿಗಳು ಅಂತಿಮ ನಮನ ಸಲ್ಲಿಸಿದರು.: [654, 1266, 760, 1326]
ashram-caption: ಕರ್ನಾಟಕ ರಾಜ್ಯ ಸೈಕಾಲಜಿ ಹಾಗೂ ಮಾನಸಿಕ ಆರೋಗ್ಯ ಅಭಿವೃದ್ಧಿ ನಿಗಮದ ನಿರ್ದೇಶಕ ಮಂಡಳಿಯ ಅಧಿಕಾರಿಗಳು ನಿವೇದಿತಾ ಸೇವಾಶ್ರಮಕ್ಕೆ ಭೇಟಿ ನೀಡಿ ಸಂಚಾರಿ ಆಹಾರ ಕಿಟ್ ವಿತರಿಸಿದರು.: [645, 752, 915, 769]
section-title: ಮೈಸೂರು ನಗರ: [92, 48, 189, 70]
chiru-body-a: [422, 1078, 540, 1186]
lockdown-box: [645, 798, 915, 958]
lead-para-c: ಮೈಸೂರು, ಜೂ.8(ಶಿವು)- ರಾಷ್ಟ್ರಕವಿ ಕುವೆಂಪು ಅವರ ನಿವಾಸ ಉದಯರವಿಯಲ್ಲಿ ಯುವ ಬ್ರಿಗೇಡ್ ಸಂಘಟನೆಯು ರೆಲ್ಲೋಪ್ಲೇಕ್ಸ್ ಫಲಕ ಅಳವಡಿಸಿತು. ನಾಡಿನ ವೈಶಿಷ್ಟ್ಯ ಹಾಗೂ ಮಹನೀಯರ ವಿವರಗಳನ್ನು ತಿಳಿಸುವ ಈ ಯೋಜನೆಗೆ ಕುವೆಂಪು ಪುತ್ರಿ ತಾರಿಣಿ ಚಿದಾನಂದ ಹಾಗೂ ಡಾ.ಚಿದಾನಂದಗೌಡ ಚಾಲನೆ ನೀಡಿದರು. ಫಲಕದಲ್ಲಿ ಕ್ಯೂಆರ್ ಕೋಡ್ ಇದ್ದು, ಸ್ಕ್ಯಾನ್ ಮಾಡಿದರೆ ಸ್ಥಳದ ಸಂಪೂರ್ಣ ಮಾಹಿತಿ ಲಭ್ಯವಾಗುತ್ತದೆ.: [442, 344, 594, 395]
left-column: [55, 80, 283, 1400]
s2-body: [55, 630, 283, 878]
chiru-para-6: ಬೆಂಗಳೂರು, ಜೂ.8- ಹೃದಯಾಘಾತದಿಂದ ನಿಧನರಾದ ನಟ ಚಿರಂಜೀವಿ ಸರ್ಜಾ ಅವರ ಅಂತ್ಯಕ್ರಿಯೆ ಕನಕಪುರ ರಸ್ತೆಯ ನೆಲಗುಳಿ ಗ್ರಾಮದ ಬಳಿಯ ಸಹೋದರ ಧ್ರುವ ಸರ್ಜಾ ಅವರ ಫಾರ್ಮ್‌ಹೌಸ್‌ನಲ್ಲಿ ನೆರವೇರಿತು. ಕುಟುಂಬದ ಸದಸ್ಯರು, ಚಿತ್ರರಂಗದ ಗಣ್ಯರು ಹಾಗೂ ಅಭಿಮಾನಿಗಳು ಅಂತಿಮ ನಮನ ಸಲ್ಲಿಸಿದರು.: [654, 1204, 760, 1264]
chiru-body-d: [654, 1204, 760, 1400]
arji-title: ಅರ್ಜಿ ಆಹ್ವಾನ: [563, 881, 619, 895]
reg-dot-cyan: [50, 1408, 56, 1414]
chiru-para-2: ಬೆಂಗಳೂರು, ಜೂ.8- ಹೃದಯಾಘಾತದಿಂದ ನಿಧನರಾದ ನಟ ಚಿರಂಜೀವಿ ಸರ್ಜಾ ಅವರ ಅಂತ್ಯಕ್ರಿಯೆ ಕನಕಪುರ ರಸ್ತೆಯ ನೆಲಗುಳಿ ಗ್ರಾಮದ ಬಳಿಯ ಸಹೋದರ ಧ್ರುವ ಸರ್ಜಾ ಅವರ ಫಾರ್ಮ್‌ಹೌಸ್‌ನಲ್ಲಿ ನೆರವೇರಿತು. ಕುಟುಂಬದ ಸದಸ್ಯರು, ಚಿತ್ರರಂಗದ ಗಣ್ಯರು ಹಾಗೂ ಅಭಿಮಾನಿಗಳು ಅಂತಿಮ ನಮನ ಸಲ್ಲಿಸಿದರು.: [422, 1188, 540, 1239]
lead-subhead: [292, 120, 915, 140]
quote-mark-icon: “: [765, 141, 784, 174]
headline-quote: ‘ರೆಲ್ಲೋಪ್ಲೇಕ್ಸ್’: [536, 84, 662, 113]
lockdown-subtitle: ಅಪಘಾತ: 15 ಮಂದಿ ಸಾವು: [699, 818, 861, 838]
krs-headline: ಕೆಆರ್‌ಎಸ್ ಪ್ರವೇಶಕ್ಕೆ ಅನುಮತಿ ಇಲ್ಲ: [310, 618, 558, 642]
page-header: [30, 44, 915, 74]
chiru-caption: ಚಿರಂಜೀವಿ ಸರ್ಜಾ ಅವರ ಅಂತಿಮ ದರ್ಶನ ಪಡೆದ ಪತ್ನಿ ಮೇಘನಾ ರಾಜ್ ಹಾಗೂ ಕುಟುಂಬದವರು.: [544, 1178, 756, 1186]
s1-para-4: ಭಾನಿ ನಿಯಮದಂತೆ ಇಂದಿನಿಂದ ದೇವಾಲಯಗಳಲ್ಲಿ ಭಕ್ತರಿಗೆ ದರ್ಶನಕ್ಕೆ ಅವಕಾಶ ಕಲ್ಪಿಸಲಾಗಿದೆ. ಸಾಮಾಜಿಕ ಅಂತರ ಕಾಯ್ದುಕೊಳ್ಳುವುದು ಕಡ್ಡಾಯ. ಮಾಸ್ಕ್ ಧರಿಸಿದವರಿಗೆ ಮಾತ್ರ ಪ್ರವೇಶ. ಸ್ಯಾನಿಟೈಸರ್ ಬಳಕೆ ಮತ್ತು ಥರ್ಮಲ್ ಸ್ಕ್ರೀನಿಂಗ್ ನಂತರವೇ ದೇವಾಲಯದೊಳಗೆ ಪ್ರವೇಶ. ತೀರ್ಥ ಪ್ರಸಾದ ವಿತರಣೆ ಇರುವುದಿಲ್ಲ. ಬೆಟ್ಟಕ್ಕೆ ಬರುವ ಭಕ್ತರು ಸರತಿ ಸಾಲಿನಲ್ಲಿ ನಿಂತು ದರ್ಶನ ಪಡೆದರು.: [55, 229, 283, 263]
quote-box: [758, 141, 915, 306]
chiru-headline-1: ತಮ್ಮನ ಫಾರ್ಮ್‌ನಲ್ಲಿ ಚಿರನಿದ್ರೆಗೆ: [485, 1008, 697, 1032]
award-title: ‘ಅಮ್ಮನ ಕುರಿತ ಆನ್‌ಲೈನ್ ಸ್ಪರ್ಧೆಯ ಫಲಿತಾಂಶ ಪ್ರಕಟ: [292, 1004, 415, 1029]
lead-headline: [292, 80, 915, 118]
sub2-body-a: [600, 398, 750, 578]
lead-para-2: ಮೈಸೂರು, ಜೂ.8(ಶಿವು)- ರಾಷ್ಟ್ರಕವಿ ಕುವೆಂಪು ಅವರ ನಿವಾಸ ಉದಯರವಿಯಲ್ಲಿ ಯುವ ಬ್ರಿಗೇಡ್ ಸಂಘಟನೆಯು ರೆಲ್ಲೋಪ್ಲೇಕ್ಸ್ ಫಲಕ ಅಳವಡಿಸಿತು. ನಾಡಿನ ವೈಶಿಷ್ಟ್ಯ ಹಾಗೂ ಮಹನೀಯರ ವಿವರಗಳನ್ನು ತಿಳಿಸುವ ಈ ಯೋಜನೆಗೆ ಕುವೆಂಪು ಪುತ್ರಿ ತಾರಿಣಿ ಚಿದಾನಂದ ಹಾಗೂ ಡಾ.ಚಿದಾನಂದಗೌಡ ಚಾಲನೆ ನೀಡಿದರು. ಫಲಕದಲ್ಲಿ ಕ್ಯೂಆರ್ ಕೋಡ್ ಇದ್ದು, ಸ್ಕ್ಯಾನ್ ಮಾಡಿದರೆ ಸ್ಥಳದ ಸಂಪೂರ್ಣ ಮಾಹಿತಿ ಲಭ್ಯವಾಗುತ್ತದೆ.: [292, 208, 437, 268]
award-para: ಮೈಸೂರು, ಜೂ.8(ಎಸ್‌ಪಿಎನ್)- ರಂಗ ಕಲಾವಿದರ ವೇದಿಕೆ ಆಯೋಜಿಸಿದ್ದ ‘ಅಮ್ಮನ ಕುರಿತ’ ಆನ್‌ಲೈನ್ ಸ್ಪರ್ಧೆಯ ಫಲಿತಾಂಶ ಪ್ರಕಟವಾಗಿದೆ. ವಿಜೇತರಿಗೆ ಶೀಘ್ರದಲ್ಲೇ ಬಹುಮಾನ ವಿತರಿಸಲಾಗುವುದು.: [292, 1046, 417, 1080]
s3-para-6: ನಗರದ ಹೋಟೆಲ್ ಮತ್ತು ರೆಸ್ಟೋರೆಂಟ್‌ಗಳು ಗ್ರಾಹಕರ ಸ್ವಾಗತಕ್ಕೆ ಸಜ್ಜಾಗಿವೆ. ಸ್ವಚ್ಛತೆ ಹಾಗೂ ಅಂತರ ಕಾಯ್ದುಕೊಳ್ಳುವ ವ್ಯವಸ್ಥೆ ಮಾಡಲಾಗಿದೆ.: [55, 997, 283, 1015]
lead-para-f: ಮೈಸೂರು, ಜೂ.8(ಶಿವು)- ರಾಷ್ಟ್ರಕವಿ ಕುವೆಂಪು ಅವರ ನಿವಾಸ ಉದಯರವಿಯಲ್ಲಿ ಯುವ ಬ್ರಿಗೇಡ್ ಸಂಘಟನೆಯು ರೆಲ್ಲೋಪ್ಲೇಕ್ಸ್ ಫಲಕ ಅಳವಡಿಸಿತು. ನಾಡಿನ ವೈಶಿಷ್ಟ್ಯ ಹಾಗೂ ಮಹನೀಯರ ವಿವರಗಳನ್ನು ತಿಳಿಸುವ ಈ ಯೋಜನೆಗೆ ಕುವೆಂಪು ಪುತ್ರಿ ತಾರಿಣಿ ಚಿದಾನಂದ ಹಾಗೂ ಡಾ.ಚಿದಾನಂದಗೌಡ ಚಾಲನೆ ನೀಡಿದರು. ಫಲಕದಲ್ಲಿ ಕ್ಯೂಆರ್ ಕೋಡ್ ಇದ್ದು, ಸ್ಕ್ಯಾನ್ ಮಾಡಿದರೆ ಸ್ಥಳದ ಸಂಪೂರ್ಣ ಮಾಹಿತಿ ಲಭ್ಯವಾಗುತ್ತದೆ.: [292, 442, 437, 502]
right-para: ಪ್ರವಾಸಿ ತಾಣಗಳ ಮಾಹಿತಿ ಹಂಚಿಕೊಳ್ಳುವ ಉದ್ದೇಶದಿಂದ ಆರಂಭವಾಗಿರುವ ಈ ಅಭಿಯಾನದ ಮೂಲಕ ನಗರದ ಐತಿಹಾಸಿಕ ಕಟ್ಟಡಗಳಿಗೆ ಫಲಕ ಅಳವಡಿಸಲಾಗುವುದು. ಪ್ರತಿಯೊಂದು ಫಲಕದಲ್ಲೂ ಕ್ಯೂಆರ್ ಕೋಡ್ ಇರಲಿದ್ದು, ಸಾರ್ವಜನಿಕರು ಮೊಬೈಲ್ ಮೂಲಕ ಸ್ಕ್ಯಾನ್ ಮಾಡಿ ಮಾಹಿತಿ ಪಡೆಯಬಹುದು.: [758, 310, 915, 353]
headline-pre: ಮೈಸೂರಿನ ಕುವೆಂಪು ನಿವಾಸಕ್ಕೆ: [292, 84, 528, 113]
krs-body-a: [498, 648, 638, 878]
s1-para-8: ಭಾನಿ ನಿಯಮದಂತೆ ಇಂದಿನಿಂದ ದೇವಾಲಯಗಳಲ್ಲಿ ಭಕ್ತರಿಗೆ ದರ್ಶನಕ್ಕೆ ಅವಕಾಶ ಕಲ್ಪಿಸಲಾಗಿದೆ. ಸಾಮಾಜಿಕ ಅಂತರ ಕಾಯ್ದುಕೊಳ್ಳುವುದು ಕಡ್ಡಾಯ. ಮಾಸ್ಕ್ ಧರಿಸಿದವರಿಗೆ ಮಾತ್ರ ಪ್ರವೇಶ. ಸ್ಯಾನಿಟೈಸರ್ ಬಳಕೆ ಮತ್ತು ಥರ್ಮಲ್ ಸ್ಕ್ರೀನಿಂಗ್ ನಂತರವೇ ದೇವಾಲಯದೊಳಗೆ ಪ್ರವೇಶ. ತೀರ್ಥ ಪ್ರಸಾದ ವಿತರಣೆ ಇರುವುದಿಲ್ಲ. ಬೆಟ್ಟಕ್ಕೆ ಬರುವ ಭಕ್ತರು ಸರತಿ ಸಾಲಿನಲ್ಲಿ ನಿಂತು ದರ್ಶನ ಪಡೆದರು.: [55, 374, 283, 409]
s2-para-3: ಮತ್ತಷ್ಟು ಚಟುವಟಿಕೆಗಳಿಗೆ ವಿನಾಯಿತಿ ನೀಡಲಾಗಿದ್ದು, ಹೋಟೆಲ್, ಮಾಲ್, ರೆಸ್ಟೋರೆಂಟ್‌ಗಳು ನಿಯಮಾನುಸಾರ ತೆರೆಯಲಿವೆ. ಸಾರ್ವಜನಿಕರು ಎಚ್ಚರಿಕೆಯಿಂದ ವ್ಯವಹರಿಸಬೇಕು.: [55, 668, 283, 685]
quote-attribution: - ಚಕ್ರವರ್ತಿ ಸೂಲಿಬೆಲೆ: [864, 286, 915, 294]
chiru-para-5: ಬೆಂಗಳೂರು, ಜೂ.8- ಹೃದಯಾಘಾತದಿಂದ ನಿಧನರಾದ ನಟ ಚಿರಂಜೀವಿ ಸರ್ಜಾ ಅವರ ಅಂತ್ಯಕ್ರಿಯೆ ಕನಕಪುರ ರಸ್ತೆಯ ನೆಲಗುಳಿ ಗ್ರಾಮದ ಬಳಿಯ ಸಹೋದರ ಧ್ರುವ ಸರ್ಜಾ ಅವರ ಫಾರ್ಮ್‌ಹೌಸ್‌ನಲ್ಲಿ ನೆರವೇರಿತು. ಕುಟುಂಬದ ಸದಸ್ಯರು, ಚಿತ್ರರಂಗದ ಗಣ್ಯರು ಹಾಗೂ ಅಭಿಮಾನಿಗಳು ಅಂತಿಮ ನಮನ ಸಲ್ಲಿಸಿದರು.: [544, 1266, 650, 1326]
header-rule: [30, 76, 915, 78]
headline-post: ಅಳವಡಿಕೆ: [670, 84, 745, 113]
reg-dot-black: [80, 1408, 86, 1414]
